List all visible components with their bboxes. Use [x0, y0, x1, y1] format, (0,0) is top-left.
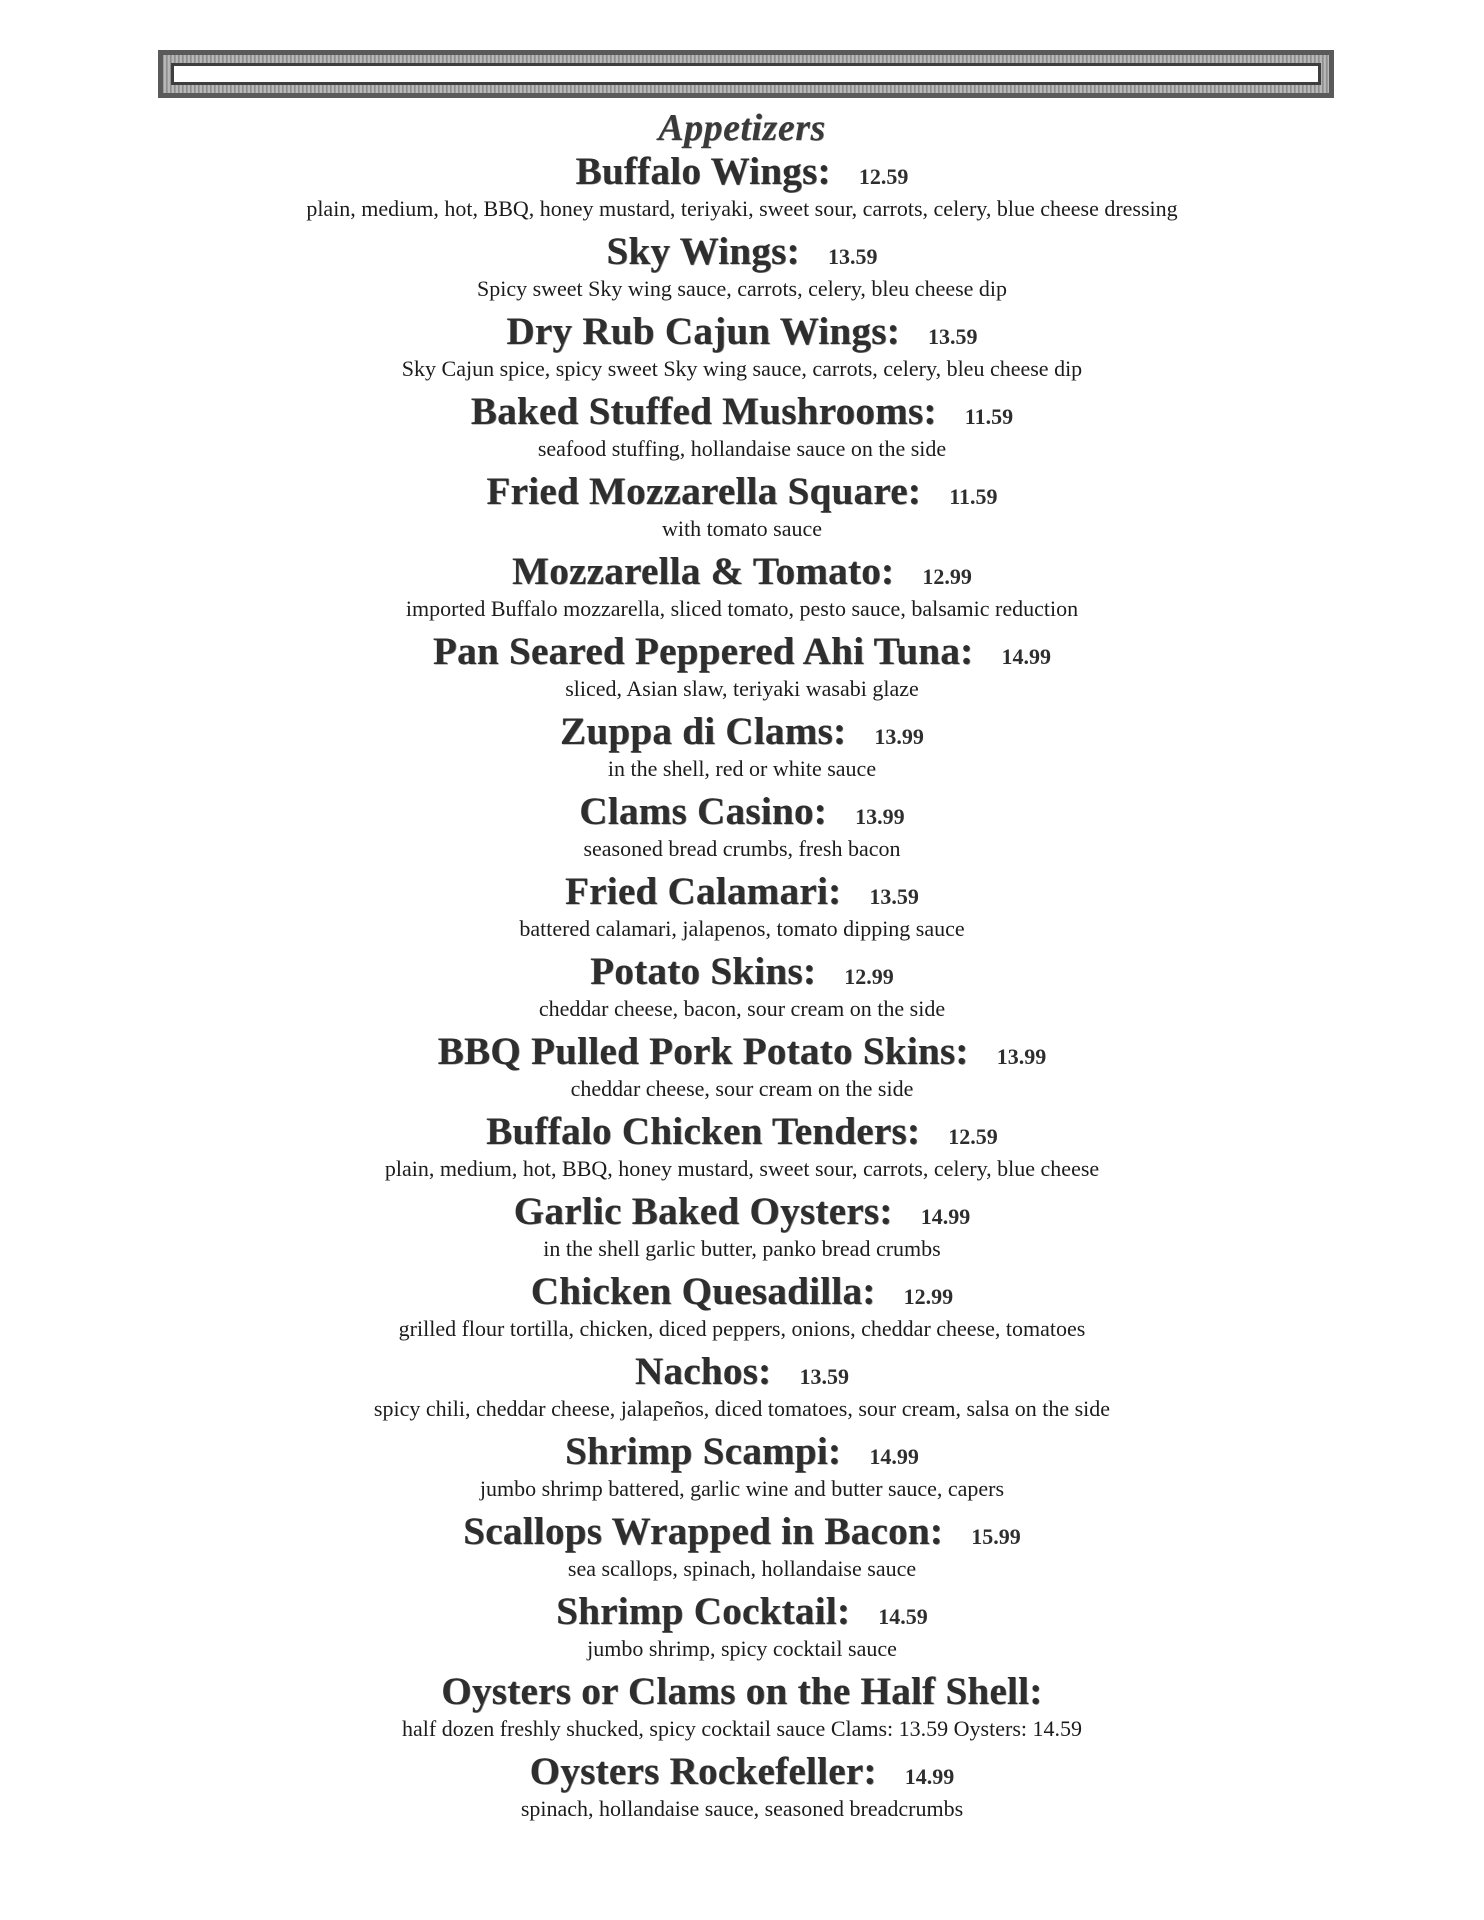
menu-item-name: Mozzarella & Tomato:	[512, 550, 895, 593]
menu-item-title	[0, 1270, 1484, 1314]
menu-item-title	[0, 1510, 1484, 1554]
menu-item-name: Buffalo Wings:	[575, 150, 831, 193]
menu-item-description: Sky Cajun spice, spicy sweet Sky wing sauce, carrots, celery, bleu cheese dip	[401, 356, 1083, 381]
menu-item	[0, 630, 1484, 710]
menu-item	[0, 150, 1484, 230]
menu-item	[0, 470, 1484, 550]
menu-item-name: Chicken Quesadilla:	[530, 1270, 876, 1313]
menu-item-title	[0, 790, 1484, 834]
menu-item	[0, 1350, 1484, 1430]
menu-item-description: spicy chili, cheddar cheese, jalapeños, diced tomatoes, sour cream, salsa on the side	[373, 1396, 1111, 1421]
menu-item-price: 15.99	[971, 1524, 1021, 1549]
menu-item-description: in the shell, red or white sauce	[607, 756, 877, 781]
menu-item-description: sliced, Asian slaw, teriyaki wasabi glaze	[565, 676, 919, 701]
menu-item	[0, 390, 1484, 470]
menu-item-title	[0, 950, 1484, 994]
menu-item-price: 14.99	[869, 1444, 919, 1469]
menu-item-name: Fried Calamari:	[565, 870, 842, 913]
menu-item	[0, 950, 1484, 1030]
menu-item	[0, 550, 1484, 630]
menu-item-name: Potato Skins:	[590, 950, 817, 993]
menu-item-description: seasoned bread crumbs, fresh bacon	[583, 836, 901, 861]
menu-item	[0, 1510, 1484, 1590]
menu-item-title	[0, 230, 1484, 274]
menu-item-title	[0, 470, 1484, 514]
menu-item-title	[0, 1350, 1484, 1394]
menu-item-description: spinach, hollandaise sauce, seasoned breadcrumbs	[520, 1796, 964, 1821]
menu-item-title	[0, 1430, 1484, 1474]
menu-item-description: in the shell garlic butter, panko bread crumbs	[543, 1236, 941, 1261]
menu-item-name: BBQ Pulled Pork Potato Skins:	[437, 1030, 969, 1073]
menu-item-description: cheddar cheese, bacon, sour cream on the side	[538, 996, 946, 1021]
menu-item-price: 14.99	[920, 1204, 971, 1229]
menu-item-name: Buffalo Chicken Tenders:	[486, 1110, 921, 1153]
menu-item-name: Oysters Rockefeller:	[529, 1750, 877, 1793]
menu-item-price: 12.59	[948, 1124, 998, 1149]
menu-item-title	[0, 870, 1484, 914]
menu-item-name: Sky Wings:	[606, 230, 800, 273]
menu-item-price: 11.59	[964, 404, 1014, 429]
menu-item-name: Pan Seared Peppered Ahi Tuna:	[433, 630, 974, 673]
menu-item-name: Fried Mozzarella Square:	[486, 470, 922, 513]
appetizers-menu	[0, 106, 1484, 1830]
menu-item-name: Clams Casino:	[579, 790, 828, 833]
menu-item-name: Oysters or Clams on the Half Shell:	[441, 1670, 1043, 1713]
banner-inner-frame	[171, 63, 1321, 85]
section-title: Appetizers	[658, 107, 826, 149]
menu-item-title	[0, 1190, 1484, 1234]
menu-item	[0, 1670, 1484, 1750]
menu-item-price: 12.99	[844, 964, 894, 989]
menu-item-name: Nachos:	[635, 1350, 772, 1393]
menu-item-price: 13.99	[855, 804, 905, 829]
menu-item-name: Dry Rub Cajun Wings:	[506, 310, 901, 353]
menu-item-price: 14.99	[904, 1764, 955, 1789]
menu-item	[0, 1590, 1484, 1670]
menu-item-title	[0, 310, 1484, 354]
menu-item	[0, 1030, 1484, 1110]
menu-item-name: Zuppa di Clams:	[560, 710, 847, 753]
menu-item-price: 12.59	[858, 164, 909, 189]
menu-item-name: Shrimp Scampi:	[565, 1430, 842, 1473]
menu-item-title	[0, 1110, 1484, 1154]
menu-item-description: jumbo shrimp, spicy cocktail sauce	[587, 1636, 897, 1661]
menu-item-title	[0, 150, 1484, 194]
menu-item-price: 14.59	[878, 1604, 928, 1629]
menu-item-description: plain, medium, hot, BBQ, honey mustard, sweet sour, carrots, celery, blue cheese	[384, 1156, 1100, 1181]
menu-item-title	[0, 630, 1484, 674]
menu-item-title	[0, 550, 1484, 594]
menu-item-price: 13.59	[827, 244, 878, 269]
menu-item	[0, 230, 1484, 310]
menu-item-description: with tomato sauce	[661, 516, 823, 541]
menu-item-price: 13.99	[874, 724, 924, 749]
menu-item	[0, 1190, 1484, 1270]
menu-item-title	[0, 1030, 1484, 1074]
menu-item-description: cheddar cheese, sour cream on the side	[570, 1076, 914, 1101]
menu-item-title	[0, 390, 1484, 434]
menu-item	[0, 1750, 1484, 1830]
menu-item-name: Scallops Wrapped in Bacon:	[463, 1510, 944, 1553]
menu-item	[0, 870, 1484, 950]
menu-item-title	[0, 710, 1484, 754]
menu-item-list	[0, 150, 1484, 1830]
menu-item-price: 12.99	[922, 564, 972, 589]
menu-item-title	[0, 1670, 1484, 1714]
menu-item	[0, 790, 1484, 870]
menu-item-name: Baked Stuffed Mushrooms:	[470, 390, 937, 433]
menu-item-description: jumbo shrimp battered, garlic wine and butter sauce, capers	[479, 1476, 1005, 1501]
menu-item	[0, 1270, 1484, 1350]
menu-item	[0, 1110, 1484, 1190]
menu-item-description: battered calamari, jalapenos, tomato dipping sauce	[519, 916, 965, 941]
menu-item-description: half dozen freshly shucked, spicy cocktail sauce Clams: 13.59 Oysters: 14.59	[401, 1716, 1082, 1741]
menu-item-description: grilled flour tortilla, chicken, diced peppers, onions, cheddar cheese, tomatoes	[398, 1316, 1086, 1341]
menu-item	[0, 710, 1484, 790]
menu-item-price: 13.59	[928, 324, 978, 349]
menu-item-price: 13.59	[869, 884, 919, 909]
menu-item-price: 13.99	[996, 1044, 1047, 1069]
menu-item-title	[0, 1750, 1484, 1794]
menu-item-price: 11.59	[949, 484, 998, 509]
menu-item-price: 14.99	[1001, 644, 1051, 669]
menu-item	[0, 310, 1484, 390]
menu-item-description: imported Buffalo mozzarella, sliced tomato, pesto sauce, balsamic reduction	[405, 596, 1079, 621]
menu-item-description: plain, medium, hot, BBQ, honey mustard, teriyaki, sweet sour, carrots, celery, blue cheese dressing	[306, 196, 1178, 221]
decorative-banner	[158, 50, 1334, 98]
menu-item-price: 12.99	[903, 1284, 954, 1309]
menu-item-name: Garlic Baked Oysters:	[513, 1190, 893, 1233]
menu-item-name: Shrimp Cocktail:	[556, 1590, 851, 1633]
menu-item-description: seafood stuffing, hollandaise sauce on the side	[537, 436, 947, 461]
menu-item-description: Spicy sweet Sky wing sauce, carrots, celery, bleu cheese dip	[476, 276, 1008, 301]
menu-item	[0, 1430, 1484, 1510]
menu-item-description: sea scallops, spinach, hollandaise sauce	[567, 1556, 917, 1581]
menu-item-price: 13.59	[799, 1364, 849, 1389]
menu-item-title	[0, 1590, 1484, 1634]
